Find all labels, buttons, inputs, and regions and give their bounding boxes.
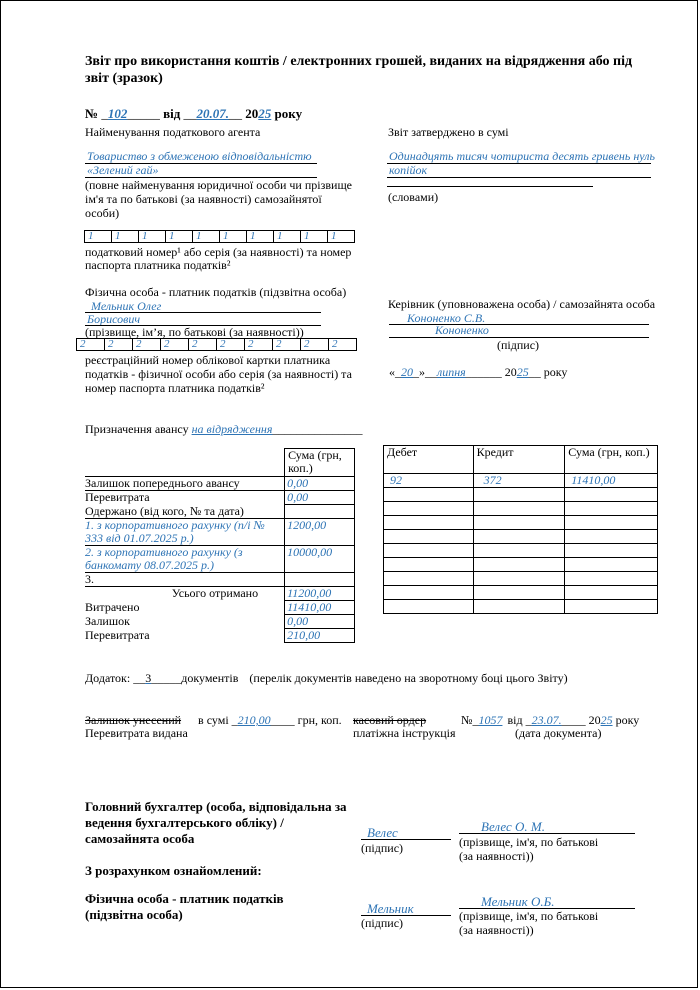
table-row-value: 210,00 (285, 628, 355, 642)
table-row-value (285, 572, 355, 586)
table-row-label: Усього отримано (171, 585, 259, 600)
person-caption: (прізвище, ім’я, по батькові (за наявності)) (85, 325, 304, 339)
accountant-name: Велес О. М. (481, 819, 545, 834)
person-sign-label: Фізична особа - платник податків (підзвітна особа) (85, 891, 284, 922)
tax-number-cells (85, 230, 355, 243)
table-row-label: Залишок попереднього авансу (85, 477, 285, 491)
table-row-value: 10000,00 (285, 545, 355, 572)
sum-header: Сума (грн, коп.) (285, 449, 355, 477)
tax-digit: 1 (192, 230, 220, 243)
table-row-value: 0,00 (285, 477, 355, 491)
accountant-sig-caption: (підпис) (361, 841, 404, 855)
payment-line1: Залишок унесений в сумі _210,00____ грн, коп. (85, 713, 342, 727)
credit-value: 372 (473, 474, 565, 488)
table-row-label: Залишок (85, 613, 130, 628)
reg-digit: 2 (328, 338, 357, 351)
head-date-month: липня (437, 365, 466, 379)
accountant-name-caption: (прізвище, ім'я, по батькові (за наявності)) (459, 835, 599, 863)
payment-sum: 210,00 (237, 713, 271, 727)
table-row-label: Перевитрата (85, 627, 150, 642)
advance-table (85, 448, 355, 643)
debit-value: 92 (384, 474, 474, 488)
table-row-label: 3. (85, 572, 285, 586)
tax-digit: 1 (273, 230, 301, 243)
reg-digit: 2 (244, 338, 273, 351)
tax-digit: 1 (300, 230, 328, 243)
table-row-value: 1200,00 (285, 518, 355, 545)
head-signature: Кононенко (435, 323, 489, 337)
document-title: Звіт про використання коштів / електронних грошей, виданих на відрядження або під звіт (зразок) (85, 54, 633, 86)
tax-digit: 1 (84, 230, 112, 243)
debit-header: Дебет (384, 446, 474, 474)
person-label: Фізична особа - платник податків (підзвітна особа) (85, 285, 347, 299)
tax-digit: 1 (327, 230, 355, 243)
agent-name-line2: «Зелений гай» (87, 163, 159, 177)
table-row-value: 11200,00 (285, 586, 355, 600)
accountant-signature: Велес (367, 825, 398, 840)
table-row-label: 2. з корпоративного рахунку (з банкомату 08.07.2025 р.) (85, 545, 285, 572)
payment-date: 23.07. (531, 713, 562, 727)
tax-digit: 1 (165, 230, 193, 243)
table-row-value: 0,00 (285, 491, 355, 505)
tax-digit: 1 (138, 230, 166, 243)
attachment-line: Додаток: __3_____документів (перелік документів наведено на зворотному боці цього Звіту) (85, 671, 568, 685)
payment-line2-mid: платіжна інструкція (353, 726, 456, 740)
table-row-value: 11410,00 (285, 600, 355, 614)
person-sig-caption: (підпис) (361, 916, 404, 930)
reg-digit: 2 (188, 338, 217, 351)
head-caption: (підпис) (497, 338, 540, 352)
report-number: 102 (107, 106, 128, 121)
table-row-label: Витрачено (85, 599, 140, 614)
report-date: 20.07. (196, 106, 230, 121)
person-name-line2: Борисович (87, 312, 141, 326)
payment-year: 25 (600, 713, 613, 727)
approved-sum-line1: Одинадцять тисяч чотириста десять гривень нуль (389, 149, 655, 163)
agent-name-line1: Товариство з обмеженою відповідальністю (87, 149, 312, 163)
reg-digit: 2 (104, 338, 133, 351)
tax-digit: 1 (219, 230, 247, 243)
head-name: Кононенко С.В. (407, 311, 486, 325)
report-year: 25 (258, 106, 272, 121)
person-name-caption: (прізвище, ім'я, по батькові (за наявності)) (459, 909, 599, 937)
agent-caption: (повне найменування юридичної особи чи прізвище ім'я та по батькові (за наявності) самозайнятої особи) (85, 178, 353, 220)
person-name-line1: Мельник Олег (91, 299, 162, 313)
tax-digit: 1 (246, 230, 274, 243)
accounting-table (383, 445, 658, 614)
payment-line2-left: Перевитрата видана (85, 726, 188, 740)
tax-caption-line1: податковий номер¹ або серія (за наявності) та номер (85, 245, 352, 259)
approved-caption: (словами) (388, 190, 439, 204)
head-date: «_20_»__липня______ 2025__ року (389, 365, 568, 379)
acquainted-label: З розрахунком ознайомлений: (85, 863, 262, 878)
agent-label: Найменування податкового агента (85, 125, 261, 139)
table-row-label: Одержано (від кого, № та дата) (85, 503, 244, 518)
person-signature: Мельник (367, 901, 414, 916)
reg-digit: 2 (76, 338, 105, 351)
approved-sum-line2: копійок (389, 163, 428, 177)
credit-header: Кредит (473, 446, 565, 474)
reg-digit: 2 (160, 338, 189, 351)
table-row-value (285, 505, 355, 519)
head-date-year: 25 (516, 365, 529, 379)
table-row-label: Перевитрата (85, 490, 150, 505)
table-row-label: 1. з корпоративного рахунку (п/і № 333 від 01.07.2025 р.) (85, 518, 285, 545)
approved-label: Звіт затверджено в сумі (388, 125, 509, 139)
sum-header: Сума (грн, коп.) (565, 446, 658, 474)
report-number-line: № _102_____ від __20.07.__ 2025 року (85, 106, 303, 121)
payment-line2-right: (дата документа) (515, 726, 602, 740)
attachment-count: 3 (145, 671, 152, 685)
reg-digit: 2 (132, 338, 161, 351)
table-row-value: 0,00 (285, 614, 355, 628)
purpose-value: на відрядження (191, 422, 273, 436)
head-date-day: 20 (401, 365, 413, 379)
payment-number: 1057 (478, 713, 503, 727)
accountant-label: Головний бухгалтер (особа, відповідальна за ведення бухгалтерського обліку) / самозайнята особа (85, 799, 347, 846)
payment-strike2: касовий ордер (353, 713, 427, 727)
reg-digit: 2 (300, 338, 329, 351)
sum-value: 11410,00 (565, 474, 658, 488)
tax-caption-line2: паспорта платника податків² (85, 258, 231, 272)
tax-digit: 1 (111, 230, 139, 243)
reg-digit: 2 (272, 338, 301, 351)
purpose-line: Призначення авансу на відрядження_______________ (85, 422, 363, 436)
head-label: Керівник (уповноважена особа) / самозайнята особа (388, 297, 656, 311)
reg-caption: реєстраційний номер облікової картки платника податків - фізичної особи або серія (за наявності) та номер паспорта платника податків² (85, 353, 352, 395)
reg-digit: 2 (216, 338, 245, 351)
person-sign-name: Мельник О.Б. (481, 894, 555, 909)
payment-doc: №_1057 від _23.07.____ 2025 року (461, 713, 640, 727)
reg-number-cells (77, 338, 357, 351)
